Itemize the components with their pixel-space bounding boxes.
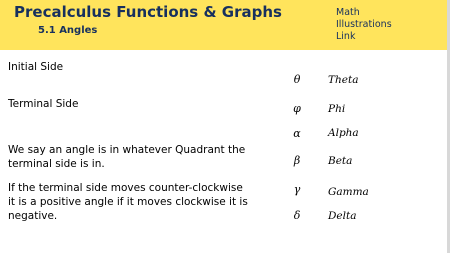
delta-name: Delta bbox=[328, 210, 357, 222]
gamma-name: Gamma bbox=[328, 186, 369, 198]
header-banner bbox=[0, 0, 450, 50]
direction-line-1: If the terminal side moves counter-clockwise bbox=[8, 182, 243, 194]
quadrant-line-2: terminal side is in. bbox=[8, 158, 105, 170]
delta-symbol: δ bbox=[293, 209, 301, 222]
page-title: Precalculus Functions & Graphs bbox=[14, 3, 282, 21]
beta-symbol: β bbox=[293, 154, 301, 167]
link-math[interactable]: Math bbox=[336, 7, 360, 18]
link-link[interactable]: Link bbox=[336, 31, 356, 42]
direction-line-2: it is a positive angle if it moves clockwise it is bbox=[8, 196, 248, 208]
direction-line-3: negative. bbox=[8, 210, 58, 222]
theta-name: Theta bbox=[328, 74, 359, 86]
quadrant-line-1: We say an angle is in whatever Quadrant the bbox=[8, 144, 246, 156]
links-block[interactable] bbox=[336, 7, 441, 43]
alpha-name: Alpha bbox=[328, 127, 359, 139]
link-illustrations[interactable]: Illustrations bbox=[336, 19, 392, 30]
gamma-symbol: γ bbox=[293, 183, 301, 196]
theta-symbol: θ bbox=[293, 73, 301, 86]
section-subtitle: 5.1 Angles bbox=[38, 25, 98, 36]
beta-name: Beta bbox=[328, 155, 353, 167]
initial-side-label: Initial Side bbox=[8, 61, 64, 73]
phi-symbol: φ bbox=[293, 102, 301, 115]
alpha-symbol: α bbox=[293, 127, 301, 140]
terminal-side-label: Terminal Side bbox=[8, 98, 79, 110]
phi-name: Phi bbox=[328, 103, 346, 115]
